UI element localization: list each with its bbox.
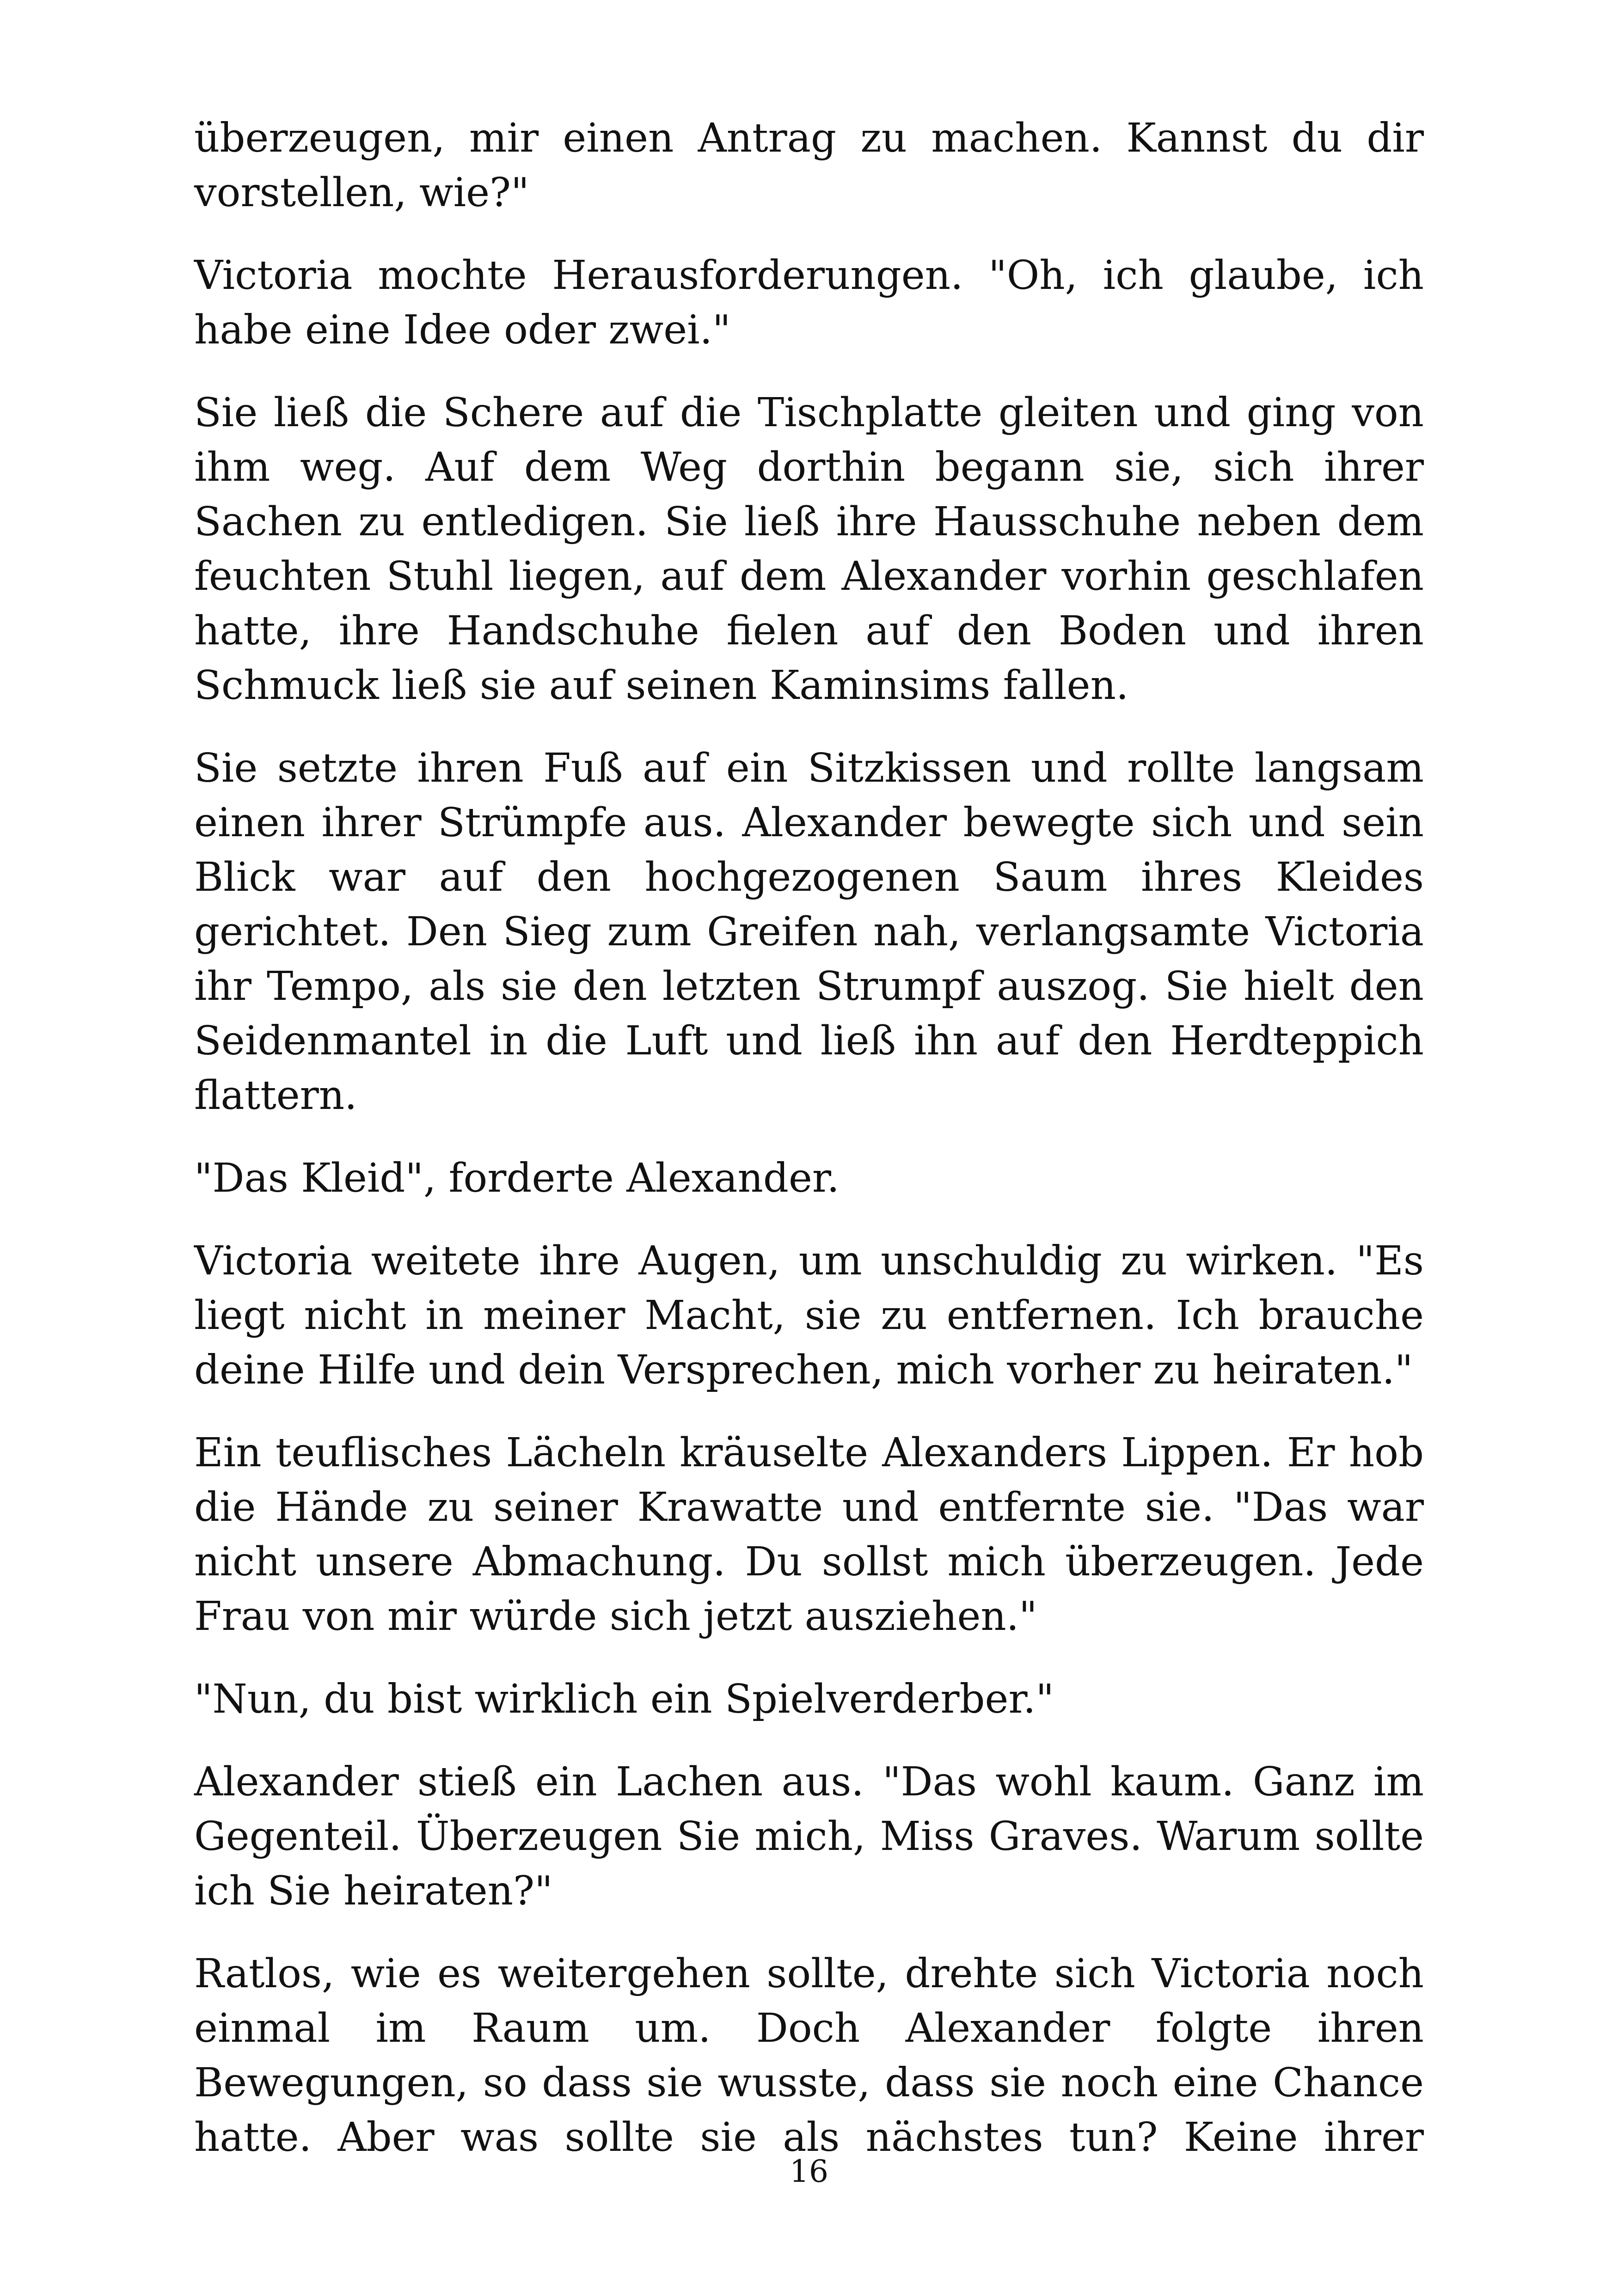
paragraph: Ein teuflisches Lächeln kräuselte Alexanders Lippen. Er hob die Hände zu seiner Krawatte und entfernte sie. "Das war nicht unsere Abmachung. Du sollst mich überzeugen. Jede Frau von mir würde sich jetzt ausziehen."	[194, 1430, 1424, 1640]
paragraph: Ratlos, wie es weitergehen sollte, drehte sich Victoria noch einmal im Raum um. Doch Alexander folgte ihren Bewegungen, so dass sie wusste, dass sie noch eine Chance hatte. Aber was sollte sie als nächstes tun? Keine ihrer	[194, 1951, 1424, 2161]
paragraph: überzeugen, mir einen Antrag zu machen. Kannst du dir vorstellen, wie?"	[194, 115, 1424, 216]
paragraph: Sie ließ die Schere auf die Tischplatte gleiten und ging von ihm weg. Auf dem Weg dorthin begann sie, sich ihrer Sachen zu entledigen. Sie ließ ihre Hausschuhe neben dem feuchten Stuhl liegen, auf dem Alexander vorhin geschlafen hatte, ihre Handschuhe fielen auf den Boden und ihren Schmuck ließ sie auf seinen Kaminsims fallen.	[194, 390, 1424, 709]
paragraph: Sie setzte ihren Fuß auf ein Sitzkissen und rollte langsam einen ihrer Strümpfe aus. Alexander bewegte sich und sein Blick war auf den hochgezogenen Saum ihres Kleides gerichtet. Den Sieg zum Greifen nah, verlangsamte Victoria ihr Tempo, als sie den letzten Strumpf auszog. Sie hielt den Seidenmantel in die Luft und ließ ihn auf den Herdteppich flattern.	[194, 745, 1424, 1119]
paragraph: Victoria weitete ihre Augen, um unschuldig zu wirken. "Es liegt nicht in meiner Macht, sie zu entfernen. Ich brauche deine Hilfe und dein Versprechen, mich vorher zu heiraten."	[194, 1238, 1424, 1393]
paragraph: Alexander stieß ein Lachen aus. "Das wohl kaum. Ganz im Gegenteil. Überzeugen Sie mich, Miss Graves. Warum sollte ich Sie heiraten?"	[194, 1759, 1424, 1914]
paragraph: "Das Kleid", forderte Alexander.	[194, 1155, 840, 1201]
page-number: 16	[790, 2154, 828, 2189]
paragraph: Victoria mochte Herausforderungen. "Oh, ich glaube, ich habe eine Idee oder zwei."	[194, 252, 1424, 353]
paragraph: "Nun, du bist wirklich ein Spielverderber."	[194, 1676, 1054, 1722]
body-text	[194, 111, 1424, 2165]
